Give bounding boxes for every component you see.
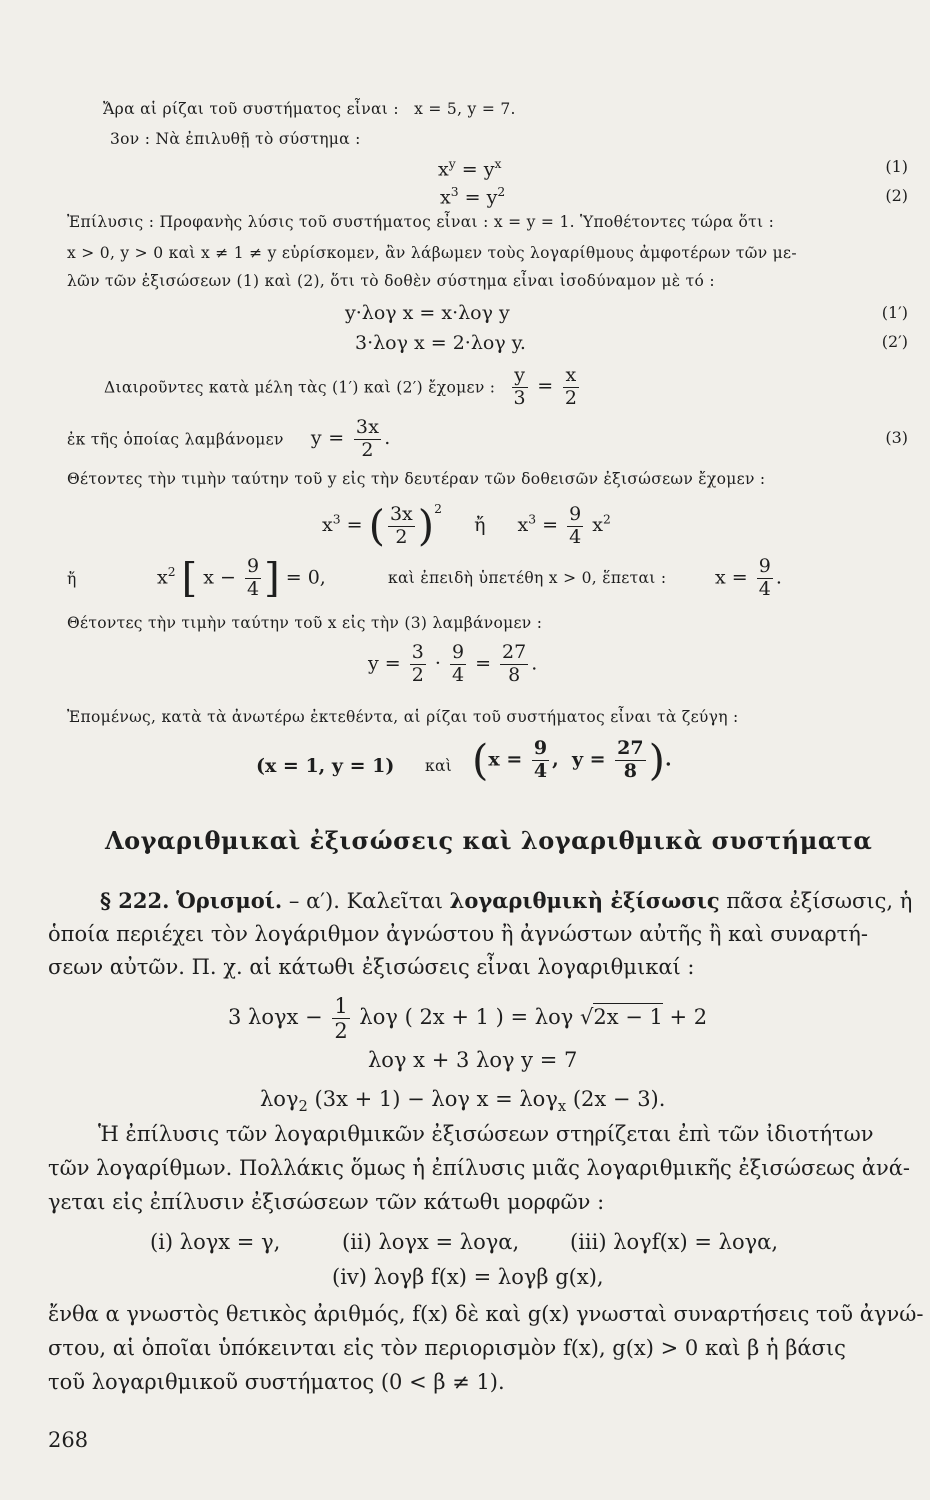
definition-term: λογαριθμικὴ ἐξίσωσις [449,888,720,913]
or-word: ἤ [474,514,486,536]
eq-number-1p: (1′) [881,303,908,322]
since-x-positive: καὶ ἐπειδὴ ὑπετέθη x > 0, ἕπεται : [388,569,667,587]
conditions-line-3: τοῦ λογαριθμικοῦ συστήματος (0 < β ≠ 1). [48,1370,505,1394]
y-result-line [67,417,391,462]
log-eq-1p: y·λογ x = x·λογ y [345,302,510,324]
definition-called: Καλεῖται [346,889,443,913]
eq-number-3: (3) [885,428,908,447]
section-sub: – α′). [288,889,340,913]
form-ii: (ii) λογx = λογα, [342,1230,520,1254]
divide-text: Διαιροῦντες κατὰ μέλη τὰς (1′) καὶ (2′) ἔχομεν : [104,378,496,397]
task-3-line: 3ον : Νὰ ἐπιλυθῇ τὸ σύστημα : [110,130,361,148]
solution-line-1: Ἐπίλυσις : Προφανὴς λύσις τοῦ συστήματος εἶναι : x = y = 1. Ὑποθέτοντες τώρα ὅτι : [67,213,775,231]
method-line-3: γεται εἰς ἐπίλυσιν ἐξισώσεων τῶν κάτωθι μορφῶν : [48,1190,605,1214]
therefore-line: Ἐπομένως, κατὰ τὰ ἀνωτέρω ἐκτεθέντα, αἱ ρίζαι τοῦ συστήματος εἶναι τὰ ζεύγη : [67,708,739,726]
log-eq-2p: 3·λογ x = 2·λογ y. [355,332,526,354]
y-equals-3x-over-2: y = $\frac{3x}{2}$ . [310,416,391,461]
roots-values: x = 5, y = 7. [414,100,516,118]
method-line-2: τῶν λογαρίθμων. Πολλάκις ὅμως ἡ ἐπίλυσις μιᾶς λογαριθμικῆς ἐξισώσεως ἀνά- [48,1156,910,1180]
example-eq-1: 3 λογx − $\frac{1}{2}$ λογ ( 2x + 1 ) = λογ √2x − 1 + 2 [228,994,708,1044]
system-eq-2: $x^3 = y^2$ [440,185,506,209]
x-equals-9-over-4: x = $\frac{9}{4}$ . [715,555,782,600]
eq-number-2: (2) [885,186,908,205]
form-iv: (iv) λογβ f(x) = λογβ g(x), [332,1265,604,1289]
section-heading: Ὁρισμοί. [176,888,283,913]
section-number: § 222. [100,888,170,913]
form-iii: (iii) λογf(x) = λογα, [570,1230,779,1254]
example-eq-3: λογ$_2$ (3x + 1) − λογ x = λογ$_x$ (2x − 3). [260,1087,666,1116]
definition-line-3: σεων αὐτῶν. Π. χ. αἱ κάτωθι ἐξισώσεις εἶναι λογαριθμικαί : [48,955,695,979]
divide-line [104,365,582,410]
solution-line-2: x > 0, y > 0 καὶ x ≠ 1 ≠ y εὑρίσκομεν, ἂν λάβωμεν τοὺς λογαρίθμους ἀμφοτέρων τῶν με- [67,244,797,262]
page-number: 268 [48,1428,89,1452]
section-title: Λογαριθμικαὶ ἐξισώσεις καὶ λογαριθμικὰ συστήματα [105,826,873,855]
substitute-x-line: Θέτοντες τὴν τιμὴν ταύτην τοῦ x εἰς τὴν (3) λαμβάνομεν : [67,614,543,632]
system-eq-1: $x^y = y^x$ [438,157,502,181]
solution-line-3: λῶν τῶν ἐξισώσεων (1) καὶ (2), ὅτι τὸ δοθὲν σύστημα εἶναι ἰσοδύναμον μὲ τό : [67,272,715,290]
y-result-text: ἐκ τῆς ὁποίας λαμβάνομεν [67,430,284,449]
roots-line [103,100,516,118]
and-word: καὶ [425,757,453,775]
roots-text: Ἄρα αἱ ρίζαι τοῦ συστήματος εἶναι : [103,100,399,118]
y-value-eq: y = $\frac{3}{2}$ · $\frac{9}{4}$ = $\frac{27}{8}$ . [368,641,538,686]
cubic-eq: $x^3$ = ( $\frac{3x}{2}$ )$^2$ ἤ $x^3$ = $\frac{9}{4}$ $x^2$ [322,501,611,550]
conditions-line-1: ἔνθα α γνωστὸς θετικὸς ἀριθμός, f(x) δὲ καὶ g(x) γνωσταὶ συναρτήσεις τοῦ ἀγνώ- [48,1302,924,1326]
eq-number-1: (1) [885,157,908,176]
form-i: (i) λογx = γ, [150,1230,281,1254]
method-line-1: Ἡ ἐπίλυσις τῶν λογαριθμικῶν ἐξισώσεων στηρίζεται ἐπὶ τῶν ἰδιοτήτων [98,1122,874,1146]
definition-line-1 [100,888,912,913]
factored-eq: $x^2$ [ x − $\frac{9}{4}$ ] = 0, [157,555,326,602]
eq-number-2p: (2′) [881,332,908,351]
definition-line-2: ὁποία περιέχει τὸν λογάριθμον ἀγνώστου ἢ ἀγνώστων αὐτῆς ἢ καὶ συναρτή- [48,922,868,946]
definition-end: πᾶσα ἐξίσωσις, ἡ [726,889,913,913]
example-eq-2: λογ x + 3 λογ y = 7 [368,1048,578,1072]
ratio-eq: $\frac{y}{3}$ = $\frac{x}{2}$ [513,364,578,409]
or-word-2: ἤ [67,570,77,588]
root-pair-1: (x = 1, y = 1) [256,755,395,777]
root-pair-2: (x = $\frac{9}{4}$ , y = $\frac{27}{8}$ ). [472,735,672,785]
substitute-y-line: Θέτοντες τὴν τιμὴν ταύτην τοῦ y εἰς τὴν δευτέραν τῶν δοθεισῶν ἐξισώσεων ἔχομεν : [67,470,766,488]
conditions-line-2: στου, αἱ ὁποῖαι ὑπόκεινται εἰς τὸν περιορισμὸν f(x), g(x) > 0 καὶ β ἡ βάσις [48,1336,846,1360]
